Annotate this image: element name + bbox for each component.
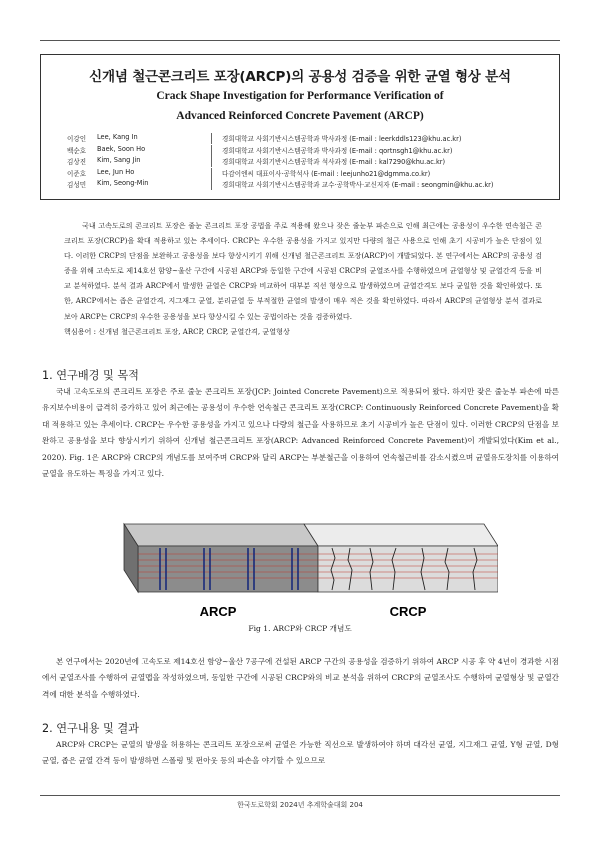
footer-rule [40,795,560,796]
section1-body [42,384,559,482]
section1-heading: 1. 연구배경 및 목적 [42,369,139,382]
paragraph2 [42,654,559,703]
author-affiliation: 경희대학교 사회기반시스템공학과 박사과정 (E-mail : leerkddls123@khu.ac.kr) [211,133,461,144]
abstract-text: 국내 고속도로의 콘크리트 포장은 줄눈 콘크리트 포장 공법을 주로 적용해 왔으나 잦은 줄눈부 파손으로 인해 최근에는 공용성이 우수한 연속철근 콘크리트 포장(CRCP)을 확대 적용하고 있는 추세이다. CRCP는 우수한 공용성을 가지고 있지만 다량의 철근 사용으로 인해 초기 시공비가 높은 단점이 있다. 이러한 CRCP의 단점을 보완하고 공용성을 보다 향상시키기 위해 신개념 철근콘크리트 포장(ARCP)이 개발되었다. 본 연구에서는 ARCP의 공용성 검증을 위해 고속도로 제14호선 함양~울산 구간에 시공된 ARCP와 동일한 구간에 시공된 CRCP의 균열조사를 수행하였으며 균열형상 및 균열간격 등을 비교 분석하였다. 분석 결과 ARCP에서 발생한 균열은 CRCP와 비교하여 대부분 직선 형상으로 발생하였으며 균열간격도 보다 균일한 것을 확인하였다. 또한, ARCP에서는 좁은 균열간격, 지그재그 균열, 분리균열 등 부적절한 균열의 발생이 매우 적은 것을 확인하였다. 따라서 ARCP의 균열형상 분석 결과로 보아 ARCP는 CRCP의 우수한 공용성을 보다 향상시킬 수 있는 공법이라는 것을 검증하였다. [64,221,542,321]
arcp-slab-front [138,546,318,592]
abstract [64,218,542,339]
section2-heading: 2. 연구내용 및 결과 [42,722,139,735]
arcp-slab-top [124,524,318,546]
author-name-english: Kim, Seong-Min [97,179,149,188]
figure-arcp-crcp [118,512,498,627]
author-name-english: Baek, Soon Ho [97,144,146,153]
author-name-korean: 김상진 [67,158,87,167]
author-name-english: Kim, Sang Jin [97,156,141,165]
crcp-slab-top [304,524,498,546]
figure-label-arcp: ARCP [199,604,237,619]
title-block [40,54,560,200]
author-affiliation: 다감이엔씨 대표이사·공학석사 (E-mail : leejunho21@dgmma.co.kr) [211,168,430,179]
section1-paragraph: 국내 고속도로의 콘크리트 포장은 주로 줄눈 콘크리트 포장(JCP: Jointed Concrete Pavement)으로 적용되어 왔다. 하지만 잦은 줄눈부 파손에 따른 유지보수비용이 급격히 증가하고 있어 최근에는 공용성이 우수한 연속철근 콘크리트 포장(CRCP: Continuously Reinforced Concrete Pavement)을 확대 적용하고 있는 추세이다. CRCP는 우수한 공용성을 가지고 있으나 다량의 철근을 사용하므로 초기 시공비가 높은 단점이 있다. 이러한 CRCP의 단점을 보완하고 공용성을 보다 향상시키기 위하여 신개념 철근콘크리트 포장(ARCP: Advanced Reinforced Concrete Pavement)이 개발되었다(Kim et al., 2020). Fig. 1은 ARCP와 CRCP의 개념도를 보여주며 CRCP와 달리 ARCP는 부분철근을 이용하여 연속철근비를 감소시켰으며 균열유도장치를 이용하여 균열을 유도하는 특징을 가지고 있다. [42,387,559,479]
keywords: 핵심용어 : 신개념 철근콘크리트 포장, ARCP, CRCP, 균열간격, 균열형상 [64,326,290,336]
author-name-korean: 이준호 [67,169,87,178]
title-korean: 신개념 철근콘크리트 포장(ARCP)의 공용성 검증을 위한 균열 형상 분석 [89,69,511,85]
page-footer: 한국도로학회 2024년 추계학술대회 204 [237,801,363,809]
title-english-line2: Advanced Reinforced Concrete Pavement (ARCP) [176,110,424,122]
figure-caption: Fig 1. ARCP와 CRCP 개념도 [248,624,352,633]
author-affiliation: 경희대학교 사회기반시스템공학과 교수·공학박사·교신저자 (E-mail : seongmin@khu.ac.kr) [211,179,493,190]
author-name-korean: 김성민 [67,181,87,190]
author-name-english: Lee, Kang In [97,133,138,141]
crcp-slab-front [318,546,498,592]
title-english-line1: Crack Shape Investigation for Performance Verification of [156,90,444,102]
paragraph2-text: 본 연구에서는 2020년에 고속도로 제14호선 함양~울산 7공구에 건설된 ARCP 구간의 공용성을 검증하기 위하여 ARCP 시공 후 약 4년이 경과한 시점에서 균열조사를 수행하여 균열맵을 작성하였으며, 동일한 구간에 시공된 CRCP와의 비교 분석을 위하여 CRCP의 균열조사도 수행하여 균열형상 및 균열간격에 대한 분석을 수행하였다. [42,657,559,699]
figure-label-crcp: CRCP [389,604,427,619]
author-affiliation: 경희대학교 사회기반시스템공학과 석사과정 (E-mail : kal7290@khu.ac.kr) [211,156,445,167]
author-name-english: Lee, Jun Ho [97,167,135,176]
top-rule [40,40,560,41]
section2-paragraph: ARCP와 CRCP는 균열의 발생을 허용하는 콘크리트 포장으로써 균열은 가능한 직선으로 발생하여야 하며 대각선 균열, 지그재그 균열, Y형 균열, D형 균열, 좁은 균열 간격 등이 발생하면 스폴링 및 펀아웃 등의 파손을 야기할 수 있으므로 [42,740,559,766]
section2-body [42,737,559,770]
author-affiliation: 경희대학교 사회기반시스템공학과 박사과정 (E-mail : qortnsgh1@khu.ac.kr) [211,145,452,156]
author-name-korean: 이강인 [67,135,87,143]
author-name-korean: 백순호 [67,146,87,155]
